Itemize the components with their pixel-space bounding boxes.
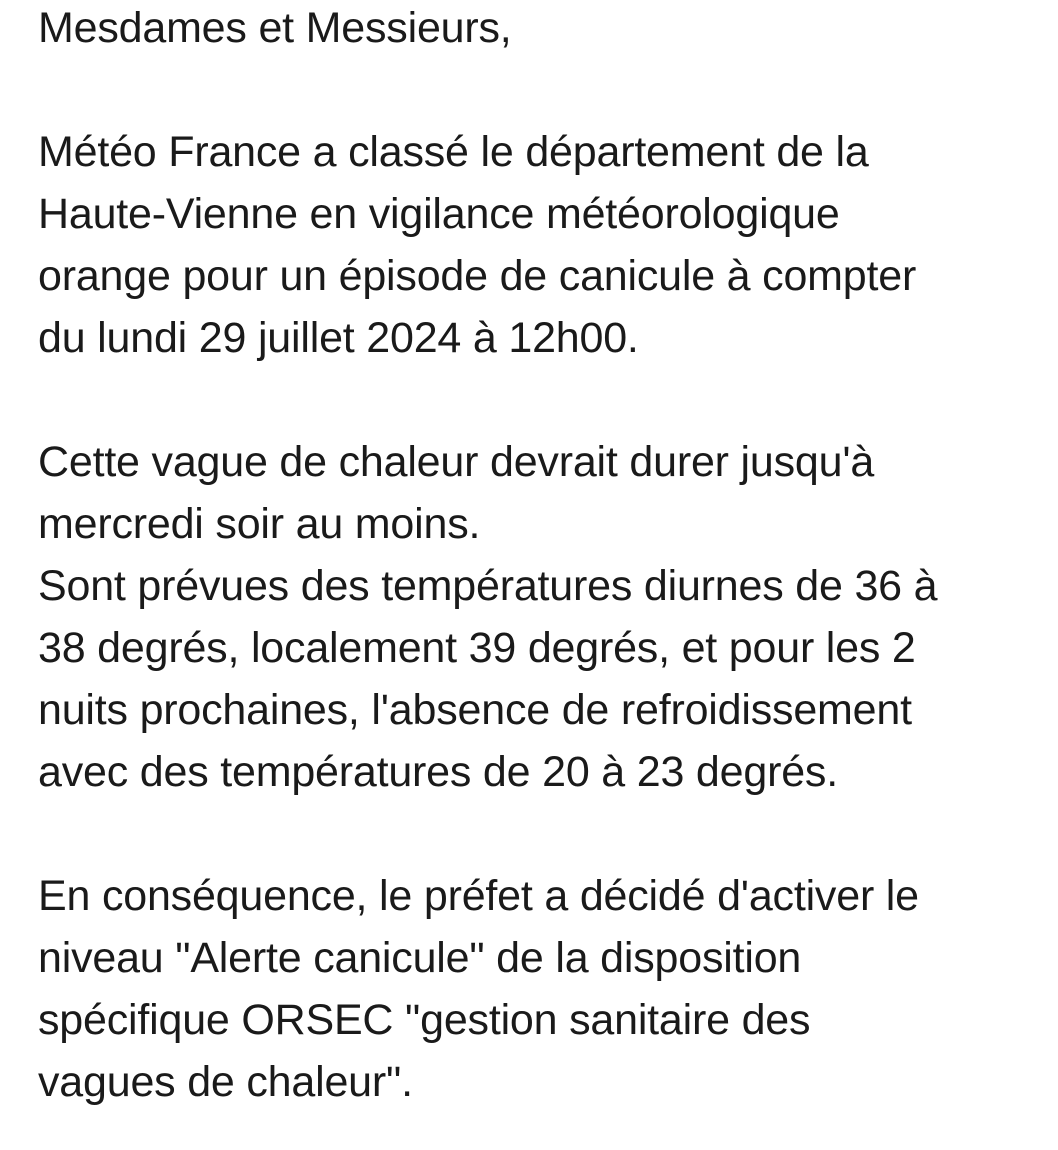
text-line: orange pour un épisode de canicule à compter [38, 252, 917, 300]
text-line: Sont prévues des températures diurnes de 36 à [38, 562, 938, 610]
greeting: Mesdames et Messieurs, [38, 4, 512, 52]
text-line: Cette vague de chaleur devrait durer jusqu'à [38, 438, 875, 486]
text-line: 38 degrés, localement 39 degrés, et pour les 2 [38, 624, 916, 672]
paragraph-vigilance [38, 121, 1048, 369]
text-line: mercredi soir au moins. [38, 500, 481, 548]
text-line: avec des températures de 20 à 23 degrés. [38, 748, 838, 796]
paragraph-forecast [38, 431, 1048, 803]
paragraph-alert [38, 865, 1048, 1113]
text-line: vagues de chaleur". [38, 1058, 413, 1106]
paragraph-spacer [38, 803, 1048, 865]
text-line: nuits prochaines, l'absence de refroidissement [38, 686, 912, 734]
text-line: spécifique ORSEC "gestion sanitaire des [38, 996, 811, 1044]
text-line: En conséquence, le préfet a décidé d'activer le [38, 872, 919, 920]
text-line: du lundi 29 juillet 2024 à 12h00. [38, 314, 639, 362]
paragraph-spacer [38, 369, 1048, 431]
paragraph-spacer [38, 59, 1048, 121]
text-line: Météo France a classé le département de la [38, 128, 869, 176]
text-line: niveau "Alerte canicule" de la disposition [38, 934, 802, 982]
text-line: Haute-Vienne en vigilance météorologique [38, 190, 840, 238]
message-body [38, 0, 1048, 1113]
